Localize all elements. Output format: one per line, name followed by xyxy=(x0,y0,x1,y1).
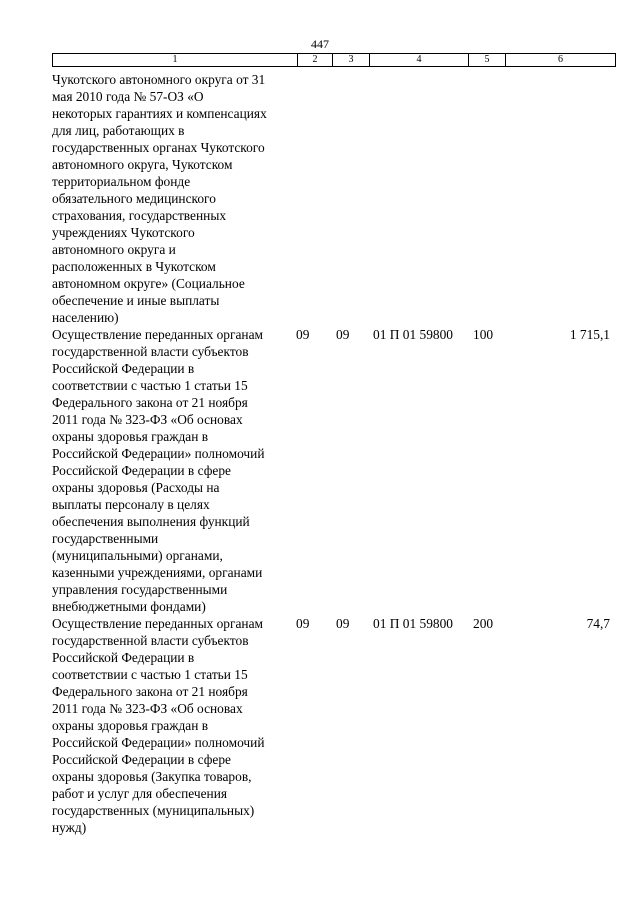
column-header-2: 2 xyxy=(298,54,333,67)
row-amount: 74,7 xyxy=(586,616,610,631)
row-description: Осуществление переданных органам государственной власти субъектов Российской Федерации в соответствии с частью 1 статьи 15 Федерального закона от 21 ноября 2011 года № 323-ФЗ «Об основах охраны здоровья граждан в Российской Федерации» полномочий Российской Федерации в сфере охраны здоровья (Закупка товаров, работ и услуг для обеспечения государственных (муниципальных) нужд) xyxy=(52,616,265,835)
table-row xyxy=(52,326,612,615)
budget-table-body xyxy=(52,71,612,836)
row-target-article: 01 П 01 59800 xyxy=(373,616,453,631)
row-section: 09 xyxy=(296,616,310,631)
row-subsection: 09 xyxy=(336,327,350,342)
row-target-article: 01 П 01 59800 xyxy=(373,327,453,342)
row-amount: 1 715,1 xyxy=(569,327,610,342)
row-subsection: 09 xyxy=(336,616,350,631)
column-header-6: 6 xyxy=(506,54,616,67)
column-header-3: 3 xyxy=(333,54,370,67)
row-expense-type: 100 xyxy=(473,327,494,342)
page-number: 447 xyxy=(311,37,329,51)
column-header-row xyxy=(53,54,616,67)
table-row xyxy=(52,71,612,326)
row-description: Чукотского автономного округа от 31 мая 2010 года № 57-ОЗ «О некоторых гарантиях и компенсациях для лиц, работающих в государственных органах Чукотского автономного округа, Чукотском территориальном фонде обязательного медицинского страхования, государственных учреждениях Чукотского автономного округа и расположенных в Чукотском автономном округе» (Социальное обеспечение и иные выплаты населению) xyxy=(52,72,267,325)
row-section: 09 xyxy=(296,327,310,342)
column-header-1: 1 xyxy=(53,54,298,67)
column-header-4: 4 xyxy=(370,54,469,67)
column-header-5: 5 xyxy=(469,54,506,67)
row-expense-type: 200 xyxy=(473,616,494,631)
table-row xyxy=(52,615,612,836)
column-header-table xyxy=(52,53,616,67)
row-description: Осуществление переданных органам государственной власти субъектов Российской Федерации в соответствии с частью 1 статьи 15 Федерального закона от 21 ноября 2011 года № 323-ФЗ «Об основах охраны здоровья граждан в Российской Федерации» полномочий Российской Федерации в сфере охраны здоровья (Расходы на выплаты персоналу в целях обеспечения выполнения функций государственными (муниципальными) органами, казенными учреждениями, органами управления государственными внебюджетными фондами) xyxy=(52,327,265,614)
